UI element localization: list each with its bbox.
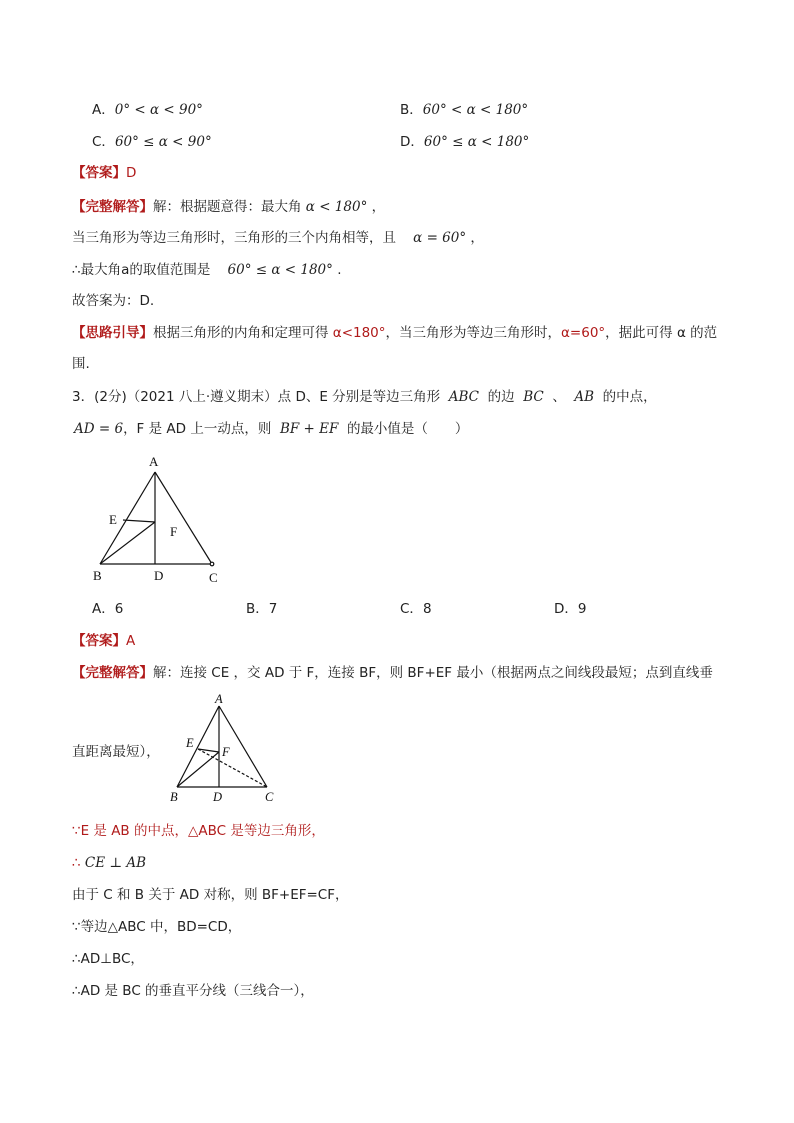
label-b: B (93, 568, 102, 583)
q3-solution-line-1: 【完整解答】解：连接 CE ，交 AD 于 F，连接 BF，则 BF+EF 最小（根据两点之间线段最短；点到直线垂 (72, 665, 713, 681)
q2-option-a: A．0° < α < 90° (92, 102, 203, 118)
label-a: A (149, 454, 159, 469)
q3-solution-line-7: ∴AD⊥BC， (72, 951, 144, 967)
q2-solution-line-2: 当三角形为等边三角形时，三角形的三个内角相等，且 α = 60° ， (72, 230, 484, 246)
q3-stem-line-1: 3．(2分)（2021 八上·遵义期末）点 D、E 分别是等边三角形 ABC 的边 BC 、 AB 的中点， (72, 389, 657, 405)
label-f: F (170, 524, 178, 539)
q3-solution-figure (160, 692, 285, 804)
label-e: E (186, 736, 194, 750)
label-d: D (154, 568, 164, 583)
q3-answer: 【答案】A (72, 633, 136, 649)
side-ac (155, 472, 212, 564)
q3-solution-line-6: ∵等边△ABC 中，BD=CD， (72, 919, 242, 935)
q2-option-b: B．60° < α < 180° (400, 102, 529, 118)
segment-bf (100, 522, 155, 564)
q3-solution-line-5: 由于 C 和 B 关于 AD 对称，则 BF+EF=CF， (72, 887, 349, 903)
q3-option-b: B．7 (246, 601, 278, 617)
q2-hint-line-2: 围. (72, 356, 90, 372)
label-c: C (209, 570, 218, 585)
q2-hint-line-1: 【思路引导】根据三角形的内角和定理可得 α<180°，当三角形为等边三角形时，α=60°，据此可得 α 的范 (72, 325, 718, 341)
point-c-marker (210, 562, 214, 566)
q2-solution-line-3: ∴最大角a的取值范围是 60° ≤ α < 180° . (72, 262, 342, 278)
q3-triangle-figure (85, 450, 230, 586)
q2-option-d: D．60° ≤ α < 180° (400, 134, 530, 150)
q3-option-a: A．6 (92, 601, 124, 617)
label-e: E (109, 512, 117, 527)
segment-ef (123, 520, 155, 522)
q3-solution-line-3: ∵E 是 AB 的中点，△ABC 是等边三角形， (72, 823, 325, 839)
q3-solution-line-8: ∴AD 是 BC 的垂直平分线（三线合一）， (72, 983, 314, 999)
q3-stem-line-2: AD = 6，F 是 AD 上一动点，则 BF + EF 的最小值是（ ） (74, 421, 469, 437)
q2-option-c: C．60° ≤ α < 90° (92, 134, 212, 150)
q3-option-d: D．9 (554, 601, 587, 617)
label-c: C (265, 790, 274, 804)
label-d: D (213, 790, 223, 804)
side-ab (177, 706, 219, 787)
q2-solution-line-4: 故答案为：D. (72, 293, 155, 309)
q3-option-c: C．8 (400, 601, 432, 617)
q3-solution-line-2: 直距离最短）， (72, 744, 160, 760)
q3-solution-line-4: ∴ CE ⊥ AB (72, 855, 147, 871)
label-b: B (170, 790, 178, 804)
q2-solution-line-1: 【完整解答】解：根据题意得：最大角 α < 180° ， (72, 199, 386, 215)
q2-answer: 【答案】D (72, 165, 137, 181)
segment-ce-dashed (198, 749, 267, 787)
segment-ef (198, 749, 219, 752)
label-a: A (215, 692, 223, 706)
label-f: F (222, 745, 230, 759)
